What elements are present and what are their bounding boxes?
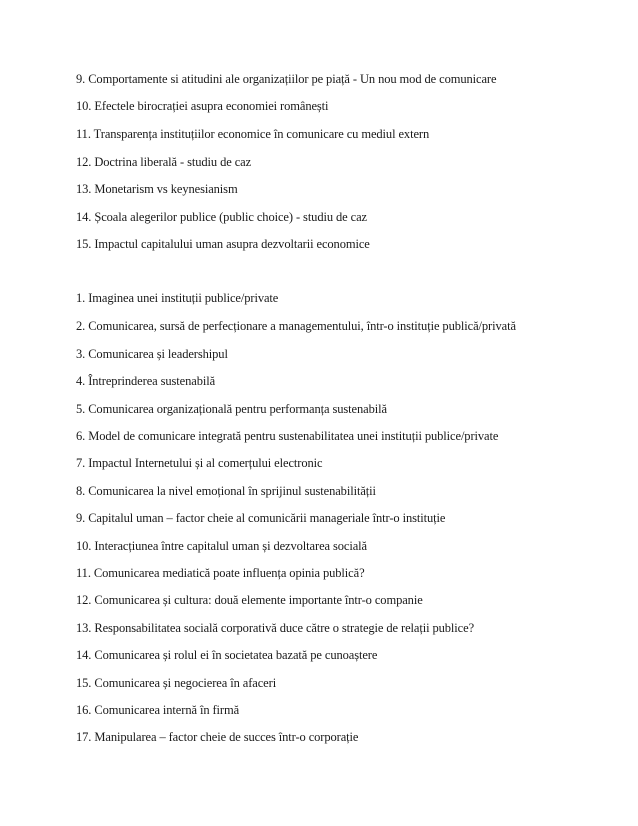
list-item: 8. Comunicarea la nivel emoțional în sprijinul sustenabilității xyxy=(76,484,376,498)
list-item: 10. Interacțiunea între capitalul uman și dezvoltarea socială xyxy=(76,539,367,553)
list-item: 11. Transparența instituțiilor economice în comunicare cu mediul extern xyxy=(76,127,430,141)
list-item: 17. Manipularea – factor cheie de succes într-o corporație xyxy=(76,730,359,744)
list-item: 11. Comunicarea mediatică poate influența opinia publică? xyxy=(76,566,365,580)
list-item: 12. Doctrina liberală - studiu de caz xyxy=(76,155,252,169)
list-item: 4. Întreprinderea sustenabilă xyxy=(76,374,216,388)
list-item: 15. Comunicarea și negocierea în afaceri xyxy=(76,676,277,690)
list-item: 13. Responsabilitatea socială corporativă duce către o strategie de relații publice? xyxy=(76,621,475,635)
list-item: 12. Comunicarea și cultura: două elemente importante într-o companie xyxy=(76,593,423,607)
list-item: 14. Comunicarea și rolul ei în societatea bazată pe cunoaștere xyxy=(76,648,378,662)
list-item: 9. Comportamente si atitudini ale organizațiilor pe piață - Un nou mod de comunicare xyxy=(76,72,497,86)
list-item: 3. Comunicarea și leadershipul xyxy=(76,347,228,361)
list-item: 7. Impactul Internetului și al comerțului electronic xyxy=(76,456,323,470)
list-item: 1. Imaginea unei instituții publice/private xyxy=(76,291,279,305)
list-item: 9. Capitalul uman – factor cheie al comunicării manageriale într-o instituție xyxy=(76,511,446,525)
list-item: 10. Efectele birocrației asupra economiei românești xyxy=(76,99,329,113)
list-item: 5. Comunicarea organizațională pentru performanța sustenabilă xyxy=(76,402,387,416)
list-item: 14. Școala alegerilor publice (public choice) - studiu de caz xyxy=(76,210,368,224)
list-item: 16. Comunicarea internă în firmă xyxy=(76,703,240,717)
list-item: 13. Monetarism vs keynesianism xyxy=(76,182,238,196)
list-item: 6. Model de comunicare integrată pentru sustenabilitatea unei instituții publice/private xyxy=(76,429,499,443)
list-item: 15. Impactul capitalului uman asupra dezvoltarii economice xyxy=(76,237,370,251)
list-item: 2. Comunicarea, sursă de perfecționare a managementului, într-o instituție publică/privată xyxy=(76,319,516,333)
